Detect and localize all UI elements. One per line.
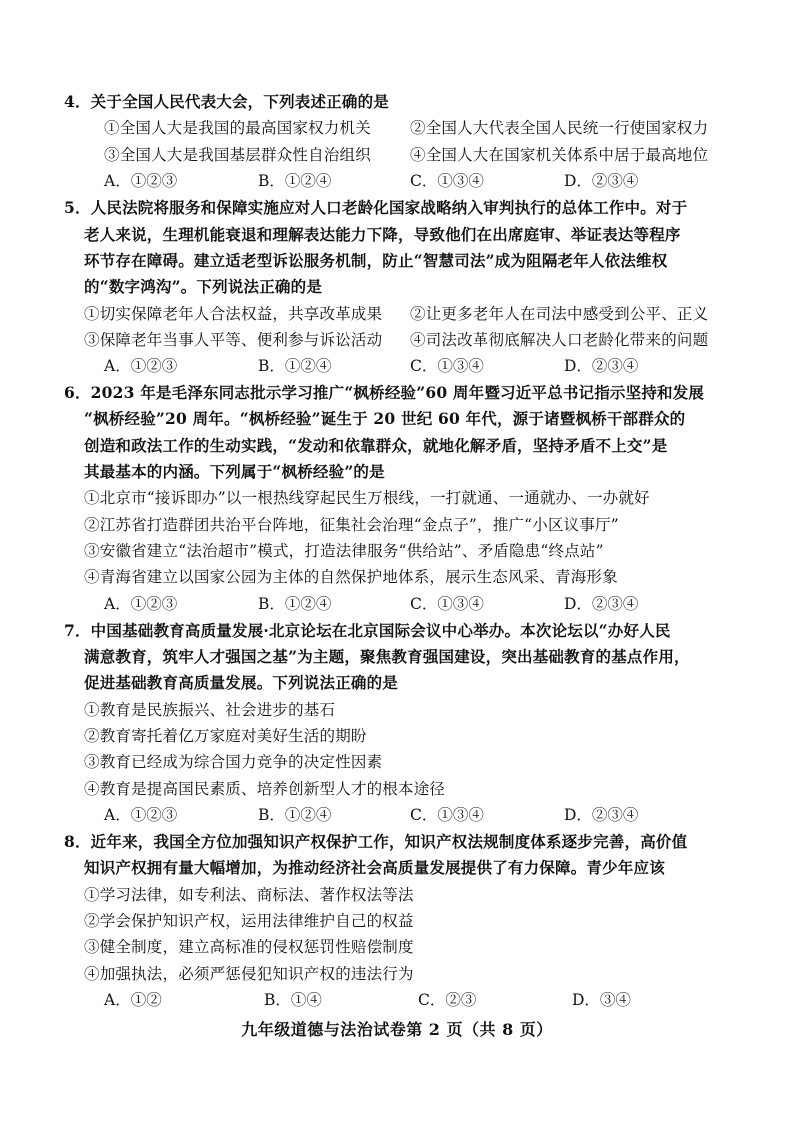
choice-item: ③全国人大是我国基层群众性自治组织 [104,146,371,164]
choice-item: ②让更多老年人在司法中感受到公平、正义 [410,305,709,323]
question-stem: 老人来说，生理机能衰退和理解表达能力下降，导致他们在出席庭审、举证表达等程序 [84,225,681,244]
choice-item: ④全国人大在国家机关体系中居于最高地位 [410,146,709,164]
question-stem: 知识产权拥有量大幅增加，为推动经济社会高质量发展提供了有力保障。青少年应该 [84,858,665,877]
choice-item: ①教育是民族振兴、社会进步的基石 [84,701,336,719]
answer-option-a: A．①②③ [104,595,178,613]
question-stem: 4．关于全国人民代表大会，下列表述正确的是 [64,92,389,111]
choice-item: ①学习法律，如专利法、商标法、著作权法等法 [84,886,414,904]
question-stem: 5．人民法院将服务和保障实施应对人口老龄化国家战略纳入审判执行的总体工作中。对于 [64,198,688,217]
answer-option-a: A．①②③ [104,172,178,190]
answer-option-b: B．①②④ [258,357,332,375]
question-stem: “枫桥经验”20 周年。“枫桥经验”诞生于 20 世纪 60 年代，源于诸暨枫桥干部群众的 [84,409,686,428]
choice-item: ③保障老年当事人平等、便利参与诉讼活动 [84,331,383,349]
question-stem: 的“数字鸿沟”。下列说法正确的是 [84,277,323,296]
choice-item: ①切实保障老年人合法权益，共享改革成果 [84,305,383,323]
choice-item: ④青海省建立以国家公园为主体的自然保护地体系，展示生态风采、青海形象 [84,568,618,586]
choice-item: ③健全制度，建立高标准的侵权惩罚性赔偿制度 [84,938,414,956]
choice-item: ④教育是提高国民素质、培养创新型人才的根本途径 [84,780,446,798]
choice-item: ③教育已经成为综合国力竞争的决定性因素 [84,753,383,771]
answer-option-a: A．①②③ [104,357,178,375]
choice-item: ④司法改革彻底解决人口老龄化带来的问题 [410,331,709,349]
question-stem: 6．2023 年是毛泽东同志批示学习推广“枫桥经验”60 周年暨习近平总书记指示坚持和发展 [64,383,705,402]
answer-option-d: D．②③④ [564,806,639,824]
answer-option-c: C．①③④ [410,595,484,613]
answer-option-d: D．②③④ [564,595,639,613]
answer-option-d: D．②③④ [564,357,639,375]
answer-option-b: B．①②④ [258,172,332,190]
page-footer: 九年级道德与法治试卷第 2 页（共 8 页） [241,1020,553,1039]
answer-option-c: C．①③④ [410,806,484,824]
choice-item: ②学会保护知识产权，运用法律维护自己的权益 [84,912,414,930]
answer-option-b: B．①④ [264,991,322,1009]
answer-option-c: C．①③④ [410,172,484,190]
answer-option-b: B．①②④ [258,595,332,613]
answer-option-b: B．①②④ [258,806,332,824]
answer-option-a: A．①②③ [104,806,178,824]
choice-item: ④加强执法，必须严惩侵犯知识产权的违法行为 [84,965,414,983]
answer-option-d: D．③④ [572,991,631,1009]
answer-option-c: C．①③④ [410,357,484,375]
question-stem: 7．中国基础教育高质量发展·北京论坛在北京国际会议中心举办。本次论坛以“办好人民 [64,621,671,640]
answer-option-a: A．①② [104,991,162,1009]
question-stem: 促进基础教育高质量发展。下列说法正确的是 [84,673,399,692]
choice-item: ②全国人大代表全国人民统一行使国家权力 [410,119,709,137]
question-stem: 其最基本的内涵。下列属于“枫桥经验”的是 [84,462,385,481]
answer-option-c: C．②③ [418,991,477,1009]
question-stem: 满意教育，筑牢人才强国之基”为主题，聚焦教育强国建设，突出基础教育的基点作用， [84,647,690,666]
question-stem: 环节存在障碍。建立适老型诉讼服务机制，防止“智慧司法”成为阻隔老年人依法维权 [84,251,668,270]
choice-item: ①全国人大是我国的最高国家权力机关 [104,119,371,137]
choice-item: ②江苏省打造群团共治平台阵地，征集社会治理“金点子”，推广“小区议事厅” [84,516,619,534]
choice-item: ②教育寄托着亿万家庭对美好生活的期盼 [84,727,367,745]
choice-item: ①北京市“接诉即办”以一根热线穿起民生万根线，一打就通、一通就办、一办就好 [84,489,650,507]
question-stem: 8．近年来，我国全方位加强知识产权保护工作，知识产权法规制度体系逐步完善，高价值 [64,832,688,851]
choice-item: ③安徽省建立“法治超市”模式，打造法律服务“供给站”、矛盾隐患“终点站” [84,542,604,560]
answer-option-d: D．②③④ [564,172,639,190]
question-stem: 创造和政法工作的生动实践，“发动和依靠群众，就地化解矛盾，坚持矛盾不上交”是 [84,436,668,455]
